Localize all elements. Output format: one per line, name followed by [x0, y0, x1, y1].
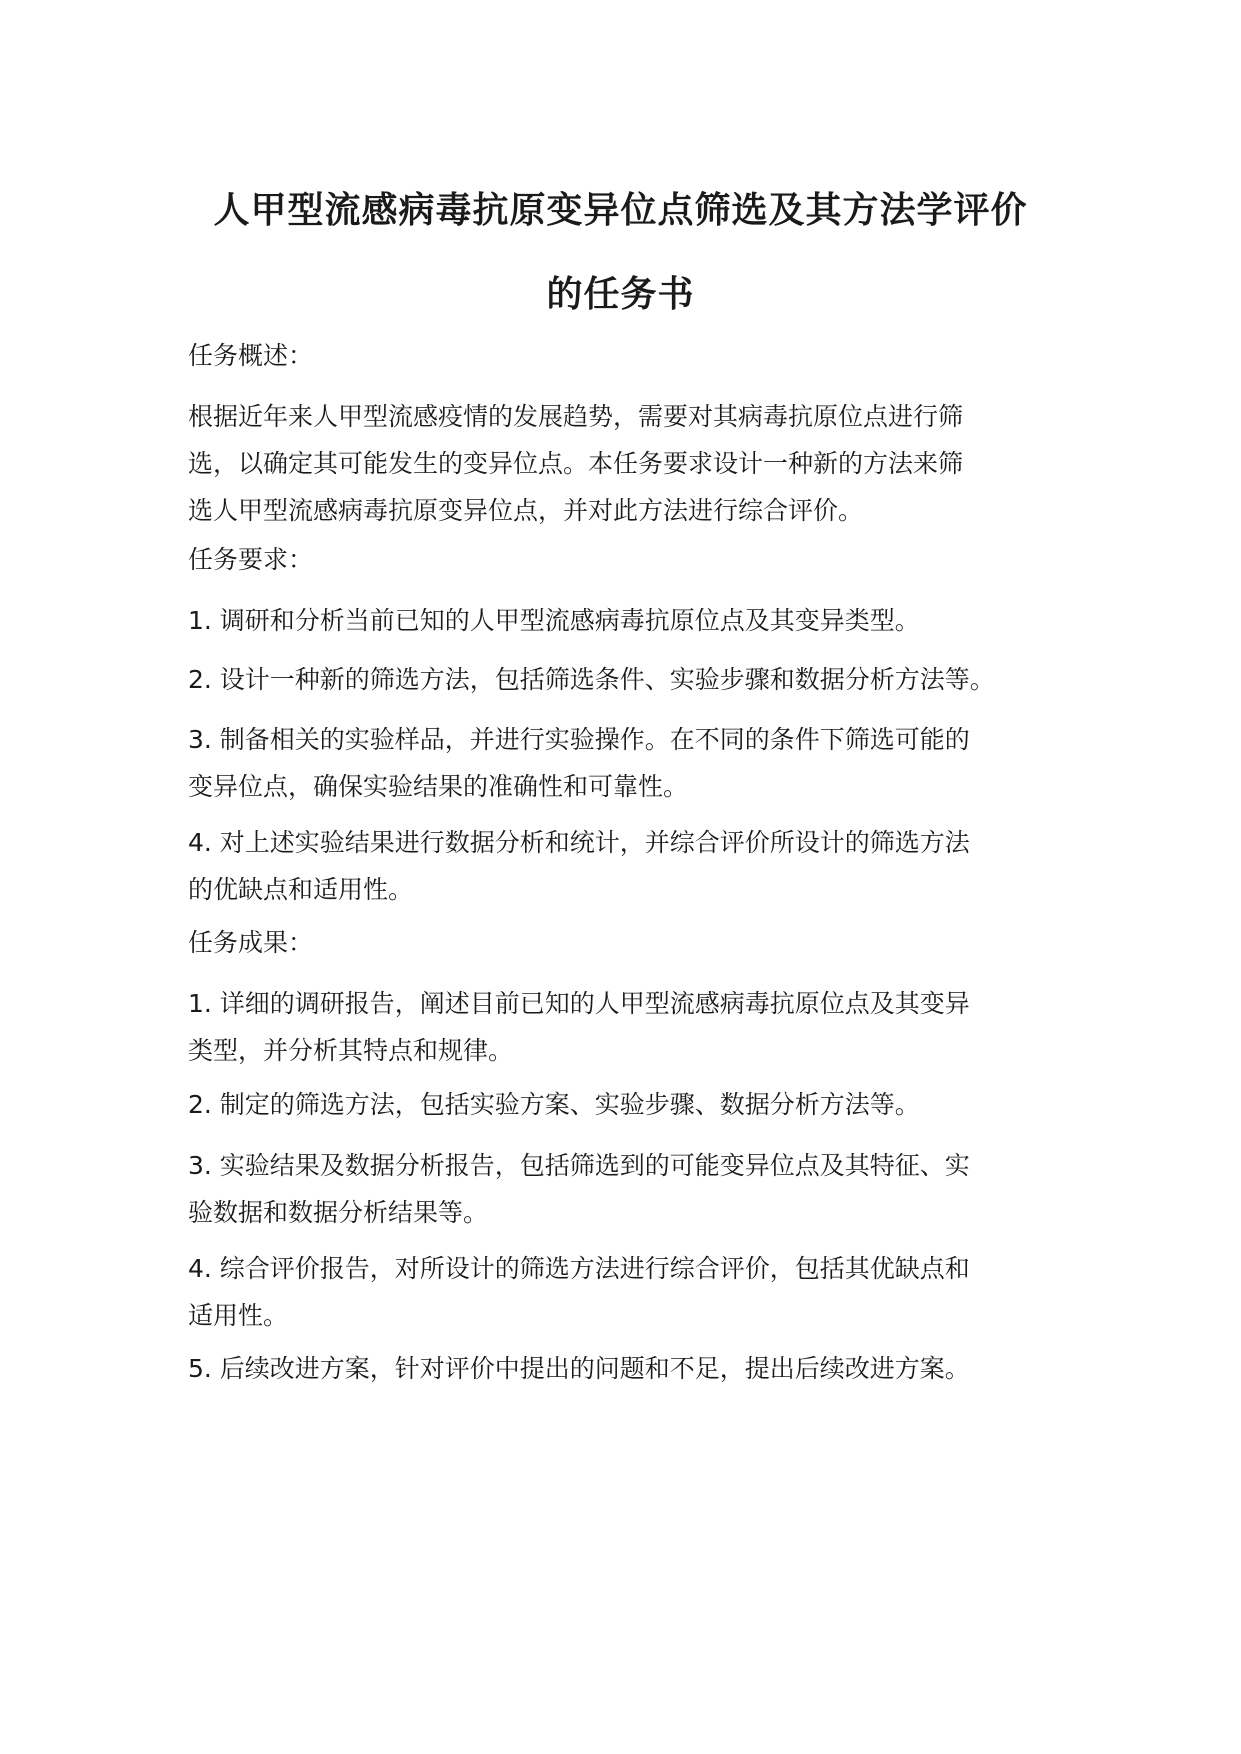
results-heading: 任务成果：	[188, 928, 314, 957]
requirement-item-1: 1. 调研和分析当前已知的人甲型流感病毒抗原位点及其变异类型。	[188, 606, 920, 635]
result-item-5: 5. 后续改进方案，针对评价中提出的问题和不足，提出后续改进方案。	[188, 1354, 970, 1383]
overview-heading: 任务概述：	[188, 341, 314, 370]
result-item-2: 2. 制定的筛选方法，包括实验方案、实验步骤、数据分析方法等。	[188, 1090, 920, 1119]
result-item-4: 4. 综合评价报告，对所设计的筛选方法进行综合评价，包括其优缺点和 适用性。	[188, 1254, 970, 1330]
overview-paragraph: 根据近年来人甲型流感疫情的发展趋势，需要对其病毒抗原位点进行筛 选，以确定其可能发生的变异位点。本任务要求设计一种新的方法来筛 选人甲型流感病毒抗原变异位点，并对此方法进行综合评价。	[188, 402, 964, 525]
requirements-heading: 任务要求：	[188, 545, 314, 574]
requirement-item-3: 3. 制备相关的实验样品，并进行实验操作。在不同的条件下筛选可能的 变异位点，确保实验结果的准确性和可靠性。	[188, 725, 970, 801]
requirement-item-2: 2. 设计一种新的筛选方法，包括筛选条件、实验步骤和数据分析方法等。	[188, 665, 995, 694]
document-title-line-2: 的任务书	[546, 274, 695, 315]
result-item-1: 1. 详细的调研报告，阐述目前已知的人甲型流感病毒抗原位点及其变异 类型，并分析其特点和规律。	[188, 989, 970, 1065]
document-title-line-1: 人甲型流感病毒抗原变异位点筛选及其方法学评价	[213, 190, 1028, 231]
result-item-3: 3. 实验结果及数据分析报告，包括筛选到的可能变异位点及其特征、实 验数据和数据分析结果等。	[188, 1151, 970, 1227]
requirement-item-4: 4. 对上述实验结果进行数据分析和统计，并综合评价所设计的筛选方法 的优缺点和适用性。	[188, 828, 970, 904]
